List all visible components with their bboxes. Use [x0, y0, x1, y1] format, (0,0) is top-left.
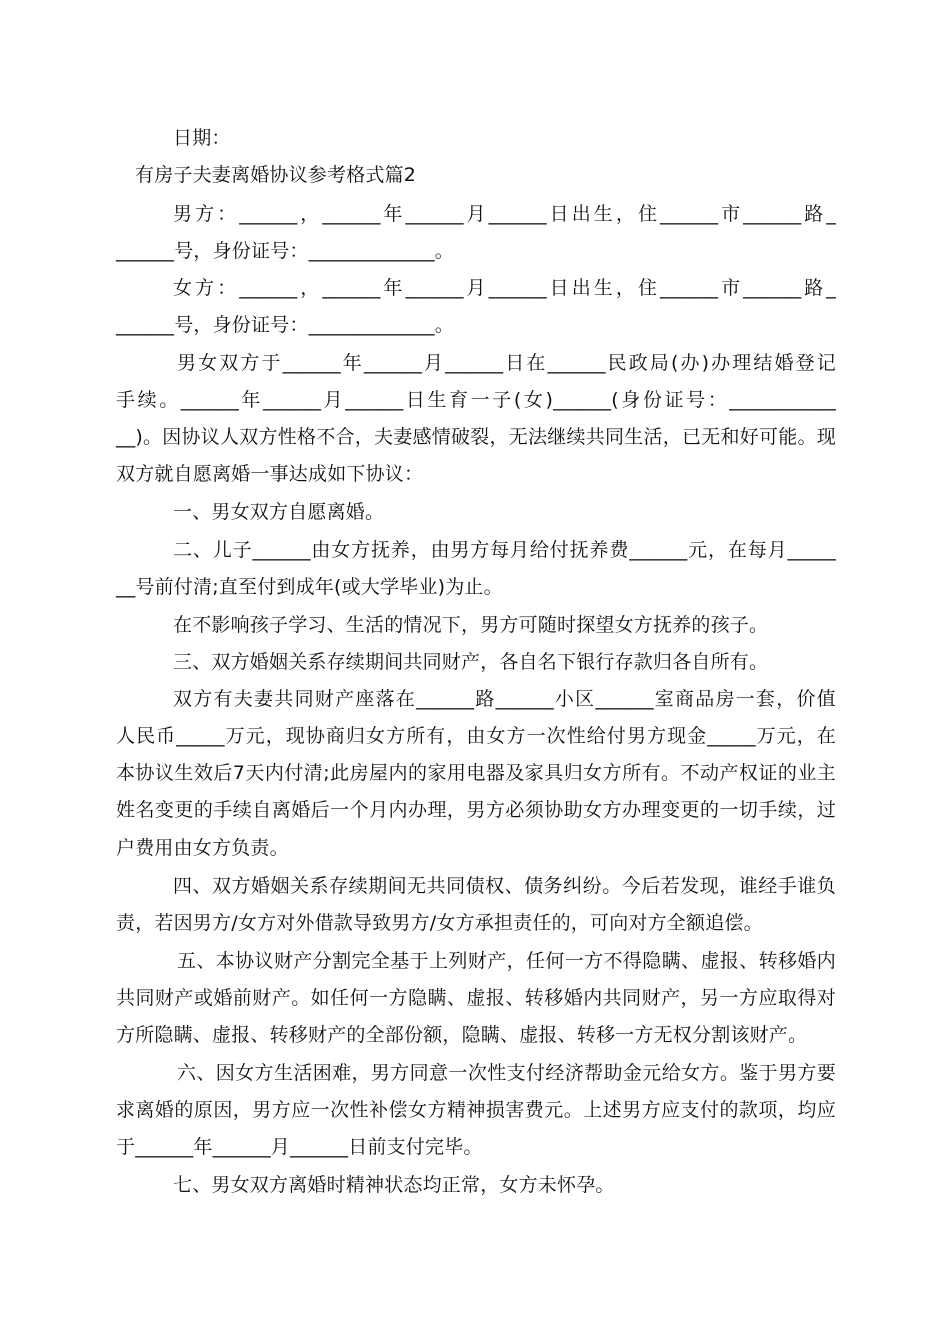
husband-info-line-2: ______号，身份证号：_____________。	[116, 240, 454, 262]
paragraph-line: 双方就自愿离婚一事达成如下协议：	[116, 463, 424, 485]
section-title: 有房子夫妻离婚协议参考格式篇2	[135, 164, 417, 186]
paragraph-line: 手续。______年______月______日生育一子(女)______(身份证号：___________	[116, 389, 836, 411]
wife-info-line-2: ______号，身份证号：_____________。	[116, 314, 454, 336]
property-line: 姓名变更的手续自离婚后一个月内办理，男方必须协助女方办理变更的一切手续，过	[116, 799, 836, 821]
clause-3: 三、双方婚姻关系存续期间共同财产，各自名下银行存款归各自所有。	[173, 651, 769, 673]
property-line: 双方有夫妻共同财产座落在______路______小区______室商品房一套，价值	[173, 688, 836, 710]
clause-6-line: 于______年______月______日前支付完毕。	[116, 1136, 483, 1158]
husband-info-line-1: 男方：______，______年______月______日出生，住______市______路_	[173, 203, 836, 225]
wife-info-line-1: 女方：______，______年______月______日出生，住______市______路_	[173, 277, 836, 299]
clause-7: 七、男女双方离婚时精神状态均正常，女方未怀孕。	[173, 1174, 615, 1196]
clause-5-line: 方所隐瞒、虚报、转移财产的全部份额，隐瞒、虚报、转移一方无权分割该财产。	[116, 1024, 808, 1046]
property-line: 户费用由女方负责。	[116, 837, 289, 859]
clause-5-line: 五、本协议财产分割完全基于上列财产，任何一方不得隐瞒、虚报、转移婚内	[177, 950, 836, 972]
clause-1: 一、男女双方自愿离婚。	[173, 501, 385, 523]
clause-4-line: 责，若因男方/女方对外借款导致男方/女方承担责任的，可向对方全额追偿。	[116, 912, 763, 934]
clause-6-line: 六、因女方生活困难，男方同意一次性支付经济帮助金元给女方。鉴于男方要	[177, 1062, 836, 1084]
date-label: 日期：	[173, 127, 231, 149]
property-line: 人民币_____万元，现协商归女方所有，由女方一次性给付男方现金_____万元，在	[116, 725, 836, 747]
clause-6-line: 求离婚的原因，男方应一次性补偿女方精神损害费元。上述男方应支付的款项，均应	[116, 1099, 836, 1121]
paragraph-line: __)。因协议人双方性格不合，夫妻感情破裂，无法继续共同生活，已无和好可能。现	[116, 426, 836, 448]
property-line: 本协议生效后7天内付清;此房屋内的家用电器及家具归女方所有。不动产权证的业主	[116, 762, 836, 784]
clause-2-note: 在不影响孩子学习、生活的情况下，男方可随时探望女方抚养的孩子。	[173, 614, 769, 636]
paragraph-line: 男女双方于______年______月______日在______民政局(办)办理结婚登记	[177, 352, 836, 374]
clause-5-line: 共同财产或婚前财产。如任何一方隐瞒、虚报、转移婚内共同财产，另一方应取得对	[116, 987, 836, 1009]
clause-4-line: 四、双方婚姻关系存续期间无共同债权、债务纠纷。今后若发现，谁经手谁负	[173, 875, 836, 897]
clause-2-line: 二、儿子______由女方抚养，由男方每月给付抚养费______元，在每月_____	[173, 539, 836, 561]
clause-2-line: __号前付清;直至付到成年(或大学毕业)为止。	[116, 576, 503, 598]
